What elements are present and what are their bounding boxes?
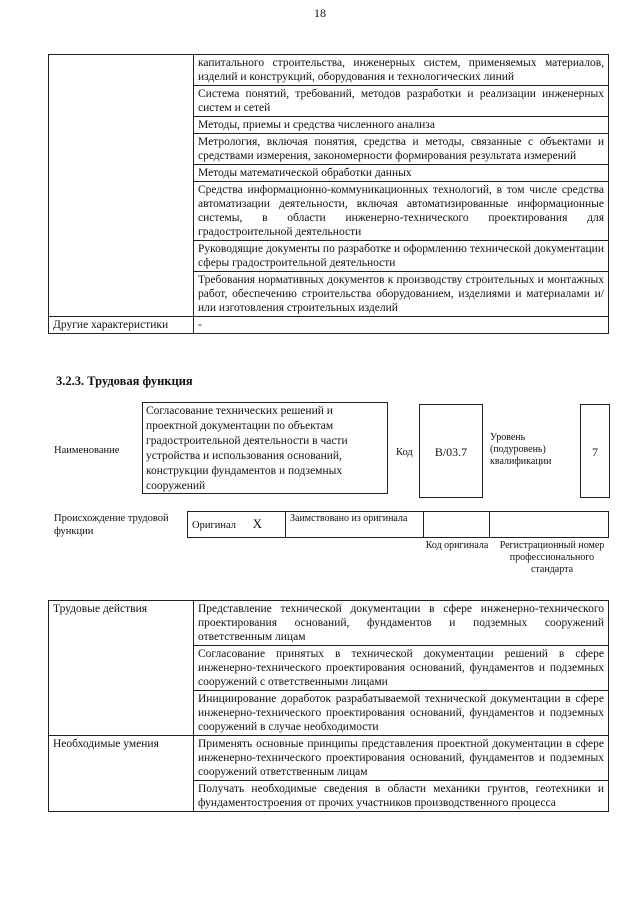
code-caption: Код оригинала [425,540,489,551]
registration-number-cell [490,512,609,538]
table-row [49,55,609,86]
origin-label: Происхождение трудовой функции [54,513,169,537]
level-box [580,404,610,498]
knowledge-table [48,54,609,334]
original-code-cell [424,512,490,538]
qualification-level-label: Уровень (подуровень) квалификации [490,432,552,467]
borrowed-cell: Заимствовано из оригинала [286,512,424,538]
knowledge-item: Требования нормативных документов к производству строительных и монтажных работ, обеспечению строительства оборудованием, изделиями и материалами и/или изготовления строительных изделий [194,272,609,317]
knowledge-item: Метрология, включая понятия, средства и методы, связанные с объектами и средствами измерения, закономерности формирования результата измерений [194,134,609,165]
other-characteristics-label: Другие характеристики [49,317,194,334]
labor-action-item: Согласование принятых в технической документации решений в сфере инженерно-технического проектирования оснований, фундаментов и подземных сооружений с ответственными лицами [194,646,609,691]
knowledge-item: Средства информационно-коммуникационных технологий, в том числе средства автоматизации деятельности, включая автоматизированные информационные системы, в области инженерно-технического проектирования для градостроительной деятельности [194,182,609,241]
knowledge-label-cell [49,55,194,317]
origin-table [187,511,609,538]
function-name-text: Согласование технических решений и проектной документации по объектам градостроительной деятельности в части устройства и использования оснований, конструкции фундаментов и подземных сооружений [146,405,348,492]
registration-caption: Регистрационный номер профессионального стандарта [499,540,605,575]
other-characteristics-value: - [194,317,609,334]
level-value: 7 [592,445,598,459]
table-row [49,601,609,646]
actions-table [48,600,609,812]
table-row [49,736,609,781]
table-row [188,512,609,538]
skill-item: Применять основные принципы представления проектной документации в сфере инженерно-технического проектирования оснований, фундаментов и подземных сооружений ответственным лицам [194,736,609,781]
labor-action-item: Представление технической документации в сфере инженерно-технического проектирования оснований, фундаментов и подземных сооружений ответственным лицам [194,601,609,646]
code-box [419,404,483,498]
knowledge-item: Руководящие документы по разработке и оформлению технической документации сферы градостроительной деятельности [194,241,609,272]
knowledge-item: капитального строительства, инженерных систем, применяемых материалов, изделий и конструкций, оборудования и технологических линий [194,55,609,86]
knowledge-item: Методы, приемы и средства численного анализа [194,117,609,134]
function-name-box [142,402,388,494]
skill-item: Получать необходимые сведения в области механики грунтов, геотехники и фундаментостроения от прочих участников производственного процесса [194,781,609,812]
knowledge-item: Методы математической обработки данных [194,165,609,182]
original-cell [188,512,286,538]
code-label: Код [396,447,413,458]
code-value: В/03.7 [434,445,468,459]
table-row [49,317,609,334]
labor-actions-label: Трудовые действия [49,601,194,736]
original-label: Оригинал [192,519,236,531]
name-label: Наименование [54,445,120,456]
labor-action-item: Инициирование доработок разрабатываемой технической документации в сфере инженерно-технического проектирования оснований, фундаментов и подземных сооружений в случае необходимости [194,691,609,736]
original-mark: X [252,515,263,531]
knowledge-item: Система понятий, требований, методов разработки и реализации инженерных систем и сетей [194,86,609,117]
page-number: 18 [314,6,326,20]
section-title: 3.2.3. Трудовая функция [56,374,193,388]
required-skills-label: Необходимые умения [49,736,194,812]
